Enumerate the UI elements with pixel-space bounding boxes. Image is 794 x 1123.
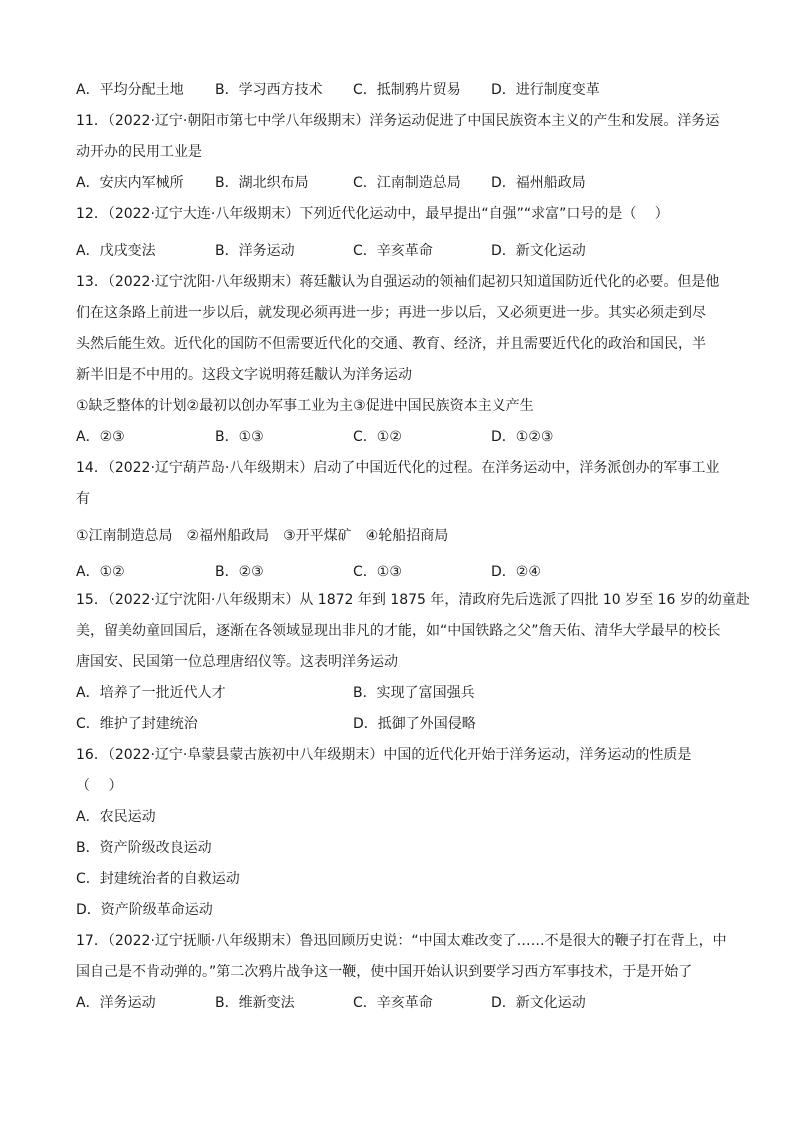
- q11-stem-line-1: 11．（2022·辽宁·朝阳市第七中学八年级期末）洋务运动促进了中国民族资本主义的产生和发展。洋务运: [76, 113, 720, 129]
- q15-option-a[interactable]: A．培养了一批近代人才: [76, 685, 226, 701]
- q11-stem-line-2: 动开办的民用工业是: [76, 144, 202, 160]
- q13-options: [76, 425, 722, 456]
- q10-option-a[interactable]: A．平均分配土地: [76, 82, 184, 98]
- q17-option-c[interactable]: C．辛亥革命: [353, 995, 433, 1011]
- q15-option-c[interactable]: C．维护了封建统治: [76, 716, 198, 732]
- q13-stem-line-1: 13．（2022·辽宁沈阳·八年级期末）蒋廷黻认为自强运动的领袖们起初只知道国防近代化的必要。但是他: [76, 274, 720, 290]
- q15-stem-line-1: 15．（2022·辽宁沈阳·八年级期末）从 1872 年到 1875 年，清政府先后选派了四批 10 岁至 16 岁的幼童赴: [76, 592, 750, 608]
- q15-option-b[interactable]: B．实现了富国强兵: [353, 685, 475, 701]
- q11-option-d[interactable]: D．福州船政局: [491, 175, 586, 191]
- q15-stem-line-3: 唐国安、民国第一位总理唐绍仪等。这表明洋务运动: [76, 654, 398, 670]
- q14-options: [76, 560, 722, 588]
- q17-stem-line-2: 国自己是不肯动弹的。”第二次鸦片战争这一鞭，使中国开始认识到要学习西方军事技术，于是开始了: [76, 964, 693, 980]
- q14-option-a[interactable]: A．①②: [76, 564, 125, 580]
- q13-option-c[interactable]: C．①②: [353, 429, 402, 445]
- q15-options-row-2: [76, 712, 722, 743]
- q10-option-d[interactable]: D．进行制度变革: [491, 82, 600, 98]
- q17-options: [76, 991, 722, 1022]
- q16-option-b[interactable]: B．资产阶级改良运动: [76, 840, 212, 856]
- q12-option-d[interactable]: D．新文化运动: [491, 243, 586, 259]
- q11-option-c[interactable]: C．江南制造总局: [353, 175, 461, 191]
- q17-option-d[interactable]: D．新文化运动: [491, 995, 586, 1011]
- q10-option-b[interactable]: B．学习西方技术: [215, 82, 323, 98]
- q16-option-a[interactable]: A．农民运动: [76, 809, 156, 825]
- q13-items: ①缺乏整体的计划②最初以创办军事工业为主③促进中国民族资本主义产生: [76, 398, 534, 414]
- q10-options: [76, 78, 722, 109]
- q12-option-c[interactable]: C．辛亥革命: [353, 243, 433, 259]
- q14-items: ①江南制造总局 ②福州船政局 ③开平煤矿 ④轮船招商局: [76, 528, 449, 544]
- q12-options: [76, 239, 722, 270]
- q16-option-c[interactable]: C．封建统治者的自救运动: [76, 871, 240, 887]
- q12-option-a[interactable]: A．戊戌变法: [76, 243, 156, 259]
- q14-option-b[interactable]: B．②③: [215, 564, 264, 580]
- exam-page: [76, 78, 750, 1022]
- q13-option-a[interactable]: A．②③: [76, 429, 125, 445]
- q10-option-c[interactable]: C．抵制鸦片贸易: [353, 82, 461, 98]
- q17-option-b[interactable]: B．维新变法: [215, 995, 295, 1011]
- q13-stem-line-2: 们在这条路上前进一步以后，就发现必须再进一步；再进一步以后，又必须更进一步。其实必须走到尽: [76, 305, 706, 321]
- q17-stem-line-1: 17．（2022·辽宁抚顺·八年级期末）鲁迅回顾历史说：“中国太难改变了……不是很大的鞭子打在背上，中: [76, 933, 727, 949]
- q16-stem-line-2: （ ）: [76, 778, 123, 794]
- q15-options-row-1: [76, 681, 722, 712]
- q13-stem-line-3: 头然后能生效。近代化的国防不但需要近代化的交通、教育、经济，并且需要近代化的政治和国民，半: [76, 336, 706, 352]
- q11-option-b[interactable]: B．湖北织布局: [215, 175, 309, 191]
- q11-options: [76, 171, 722, 202]
- q15-stem-line-2: 美，留美幼童回国后，逐渐在各领域显现出非凡的才能，如“中国铁路之父”詹天佑、清华大学最早的校长: [76, 623, 721, 639]
- q12-option-b[interactable]: B．洋务运动: [215, 243, 295, 259]
- q13-option-b[interactable]: B．①③: [215, 429, 264, 445]
- q11-option-a[interactable]: A．安庆内军械所: [76, 175, 184, 191]
- q17-option-a[interactable]: A．洋务运动: [76, 995, 156, 1011]
- q14-stem-line-1: 14．（2022·辽宁葫芦岛·八年级期末）启动了中国近代化的过程。在洋务运动中，洋务派创办的军事工业: [76, 460, 720, 476]
- q12-stem-line-1: 12．（2022·辽宁大连·八年级期末）下列近代化运动中，最早提出“自强”“求富”口号的是（ ）: [76, 206, 669, 222]
- q13-option-d[interactable]: D．①②③: [491, 429, 554, 445]
- q13-stem-line-4: 新半旧是不中用的。这段文字说明蒋廷黻认为洋务运动: [76, 367, 412, 383]
- q14-option-c[interactable]: C．①③: [353, 564, 402, 580]
- q14-option-d[interactable]: D．②④: [491, 564, 541, 580]
- q16-option-d[interactable]: D．资产阶级革命运动: [76, 902, 213, 918]
- q15-option-d[interactable]: D．抵御了外国侵略: [353, 716, 476, 732]
- q16-stem-line-1: 16．（2022·辽宁·阜蒙县蒙古族初中八年级期末）中国的近代化开始于洋务运动，洋务运动的性质是: [76, 747, 692, 763]
- q14-stem-line-2: 有: [76, 491, 90, 507]
